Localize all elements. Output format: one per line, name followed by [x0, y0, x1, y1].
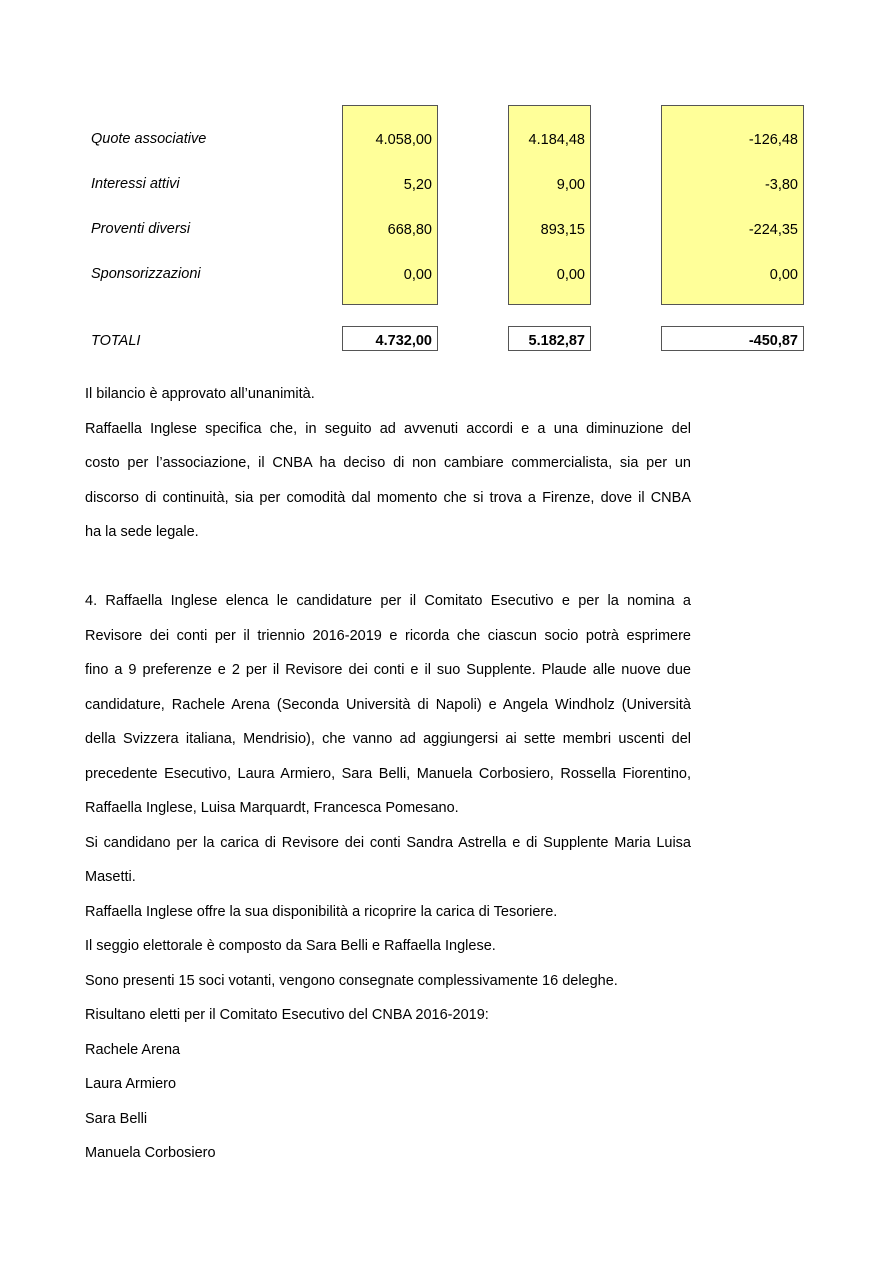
paragraph-line: Il seggio elettorale è composto da Sara Belli e Raffaella Inglese.	[85, 938, 496, 954]
total-label: TOTALI	[91, 333, 141, 349]
row-value-current: 668,80	[387, 222, 432, 238]
row-value-difference: -126,48	[748, 132, 798, 148]
elected-member: Manuela Corbosiero	[85, 1145, 216, 1161]
row-value-difference: 0,00	[769, 267, 798, 283]
row-value-current: 4.058,00	[375, 132, 432, 148]
row-value-previous: 4.184,48	[528, 132, 585, 148]
paragraph-line: 4. Raffaella Inglese elenca le candidature per il Comitato Esecutivo e per la nomina a	[85, 593, 691, 609]
paragraph-line: Masetti.	[85, 869, 136, 885]
total-value-current: 4.732,00	[375, 333, 432, 349]
paragraph-line: costo per l’associazione, il CNBA ha deciso di non cambiare commercialista, sia per un	[85, 455, 691, 471]
elected-member: Rachele Arena	[85, 1042, 181, 1058]
row-label: Sponsorizzazioni	[91, 266, 201, 282]
paragraph-line: Si candidano per la carica di Revisore dei conti Sandra Astrella e di Supplente Maria Luisa	[85, 835, 691, 851]
row-label: Quote associative	[91, 131, 207, 147]
row-value-previous: 9,00	[556, 177, 585, 193]
paragraph-line: Raffaella Inglese specifica che, in seguito ad avvenuti accordi e a una diminuzione del	[85, 421, 691, 437]
total-value-difference: -450,87	[748, 333, 798, 349]
row-label: Interessi attivi	[91, 176, 180, 192]
paragraph-line: della Svizzera italiana, Mendrisio), che vanno ad aggiungersi ai sette membri uscenti del	[85, 731, 691, 747]
row-value-current: 0,00	[403, 267, 432, 283]
elected-member: Sara Belli	[85, 1111, 148, 1127]
row-value-difference: -224,35	[748, 222, 798, 238]
paragraph-line: Revisore dei conti per il triennio 2016-2019 e ricorda che ciascun socio potrà esprimere	[85, 628, 691, 644]
row-value-previous: 893,15	[540, 222, 585, 238]
paragraph-line: Raffaella Inglese offre la sua disponibilità a ricoprire la carica di Tesoriere.	[85, 904, 558, 920]
row-value-previous: 0,00	[556, 267, 585, 283]
paragraph-line: candidature, Rachele Arena (Seconda Università di Napoli) e Angela Windholz (Università	[85, 697, 691, 713]
paragraph-line: Il bilancio è approvato all’unanimità.	[85, 386, 315, 402]
paragraph-line: Risultano eletti per il Comitato Esecutivo del CNBA 2016-2019:	[85, 1007, 489, 1023]
paragraph-line: ha la sede legale.	[85, 524, 199, 540]
paragraph-line: Raffaella Inglese, Luisa Marquardt, Francesca Pomesano.	[85, 800, 459, 816]
elected-member: Laura Armiero	[85, 1076, 177, 1092]
row-value-difference: -3,80	[764, 177, 798, 193]
row-label: Proventi diversi	[91, 221, 191, 237]
total-value-previous: 5.182,87	[528, 333, 585, 349]
paragraph-line: precedente Esecutivo, Laura Armiero, Sara Belli, Manuela Corbosiero, Rossella Fiorentino,	[85, 766, 691, 782]
paragraph-line: Sono presenti 15 soci votanti, vengono consegnate complessivamente 16 deleghe.	[85, 973, 618, 989]
row-value-current: 5,20	[403, 177, 432, 193]
paragraph-line: discorso di continuità, sia per comodità dal momento che si trova a Firenze, dove il CNBA	[85, 490, 691, 506]
paragraph-line: fino a 9 preferenze e 2 per il Revisore dei conti e il suo Supplente. Plaude alle nuove due	[85, 662, 691, 678]
